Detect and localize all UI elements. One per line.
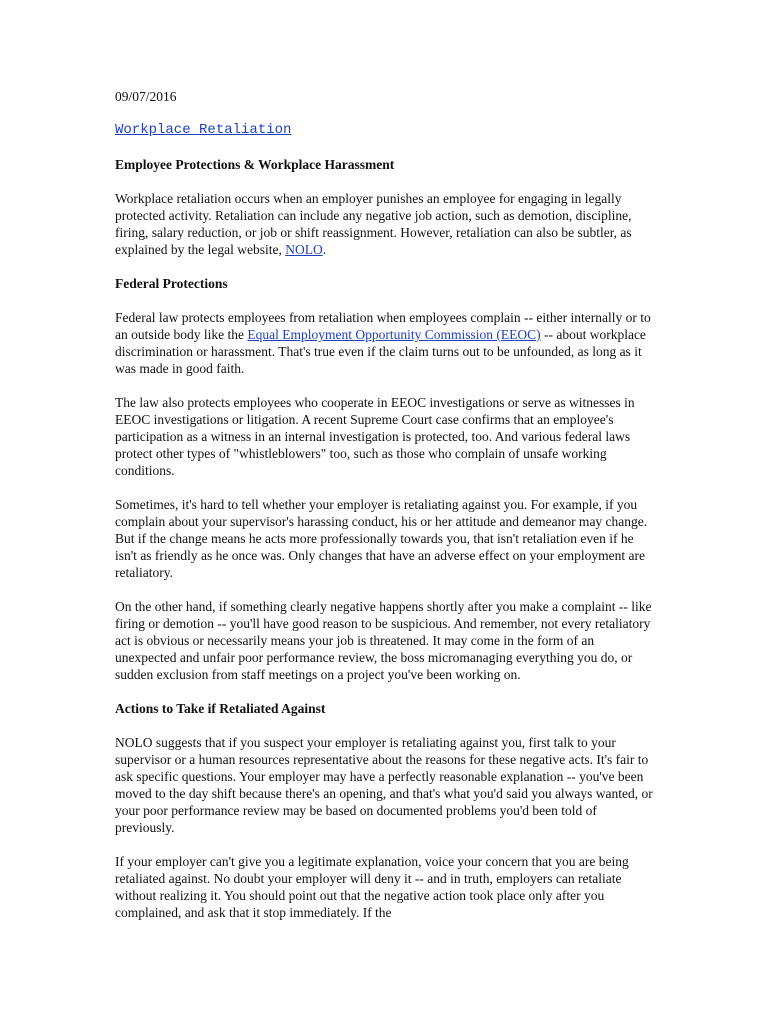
federal-p1-text: Federal law protects employees from retaliation when employees complain -- either internally or to an outside body like the <box>115 310 651 342</box>
intro-text: Workplace retaliation occurs when an employer punishes an employee for engaging in legally protected activity. Retaliation can include any negative job action, such as demotion, discipline, firing, salary reduction, or job or shift reassignment. However, retaliation can also be subtler, as explained by the legal website, <box>115 191 632 257</box>
federal-paragraph-2: The law also protects employees who cooperate in EEOC investigations or serve as witnesses in EEOC investigations or litigation. A recent Supreme Court case confirms that an employee's participation as a witness in an internal investigation is protected, too. And various federal laws protect other types of "whistleblowers" too, such as those who complain of unsafe working conditions. <box>115 395 635 478</box>
eeoc-link[interactable]: Equal Employment Opportunity Commission (EEOC) <box>247 327 541 342</box>
section-heading-federal: Federal Protections <box>115 276 228 291</box>
federal-p1-text-end: -- about workplace discrimination or harassment. That's true even if the claim turns out to be unfounded, as long as it was made in good faith. <box>115 327 646 376</box>
nolo-link[interactable]: NOLO <box>285 242 323 257</box>
intro-paragraph <box>115 190 655 258</box>
article-subtitle: Employee Protections & Workplace Harassment <box>115 157 395 172</box>
article-title-link[interactable]: Workplace Retaliation <box>115 122 292 138</box>
document-date: 09/07/2016 <box>115 89 177 104</box>
actions-paragraph-2: If your employer can't give you a legitimate explanation, voice your concern that you are being retaliated against. No doubt your employer will deny it -- and in truth, employers can retaliate without realizing it. You should point out that the negative action took place only after you complained, and ask that it stop immediately. If the <box>115 854 629 920</box>
intro-text-end: . <box>322 242 327 257</box>
federal-paragraph-1 <box>115 309 655 377</box>
federal-paragraph-4: On the other hand, if something clearly negative happens shortly after you make a complaint -- like firing or demotion -- you'll have good reason to be suspicious. And remember, not every retaliatory act is obvious or necessarily means your job is threatened. It may come in the form of an unexpected and unfair poor performance review, the boss micromanaging everything you do, or sudden exclusion from staff meetings on a project you've been working on. <box>115 599 652 682</box>
section-heading-actions: Actions to Take if Retaliated Against <box>115 701 326 716</box>
document-page <box>115 88 655 921</box>
actions-paragraph-1: NOLO suggests that if you suspect your employer is retaliating against you, first talk to your supervisor or a human resources representative about the reasons for these negative acts. It's fair to ask specific questions. Your employer may have a perfectly reasonable explanation -- you've been moved to the day shift because there's an opening, and that's what you'd said you always wanted, or your poor performance review may be based on documented problems you'd been told of previously. <box>115 735 653 835</box>
federal-paragraph-3: Sometimes, it's hard to tell whether your employer is retaliating against you. For example, if you complain about your supervisor's harassing conduct, his or her attitude and demeanor may change. But if the change means he acts more professionally towards you, that isn't retaliation even if he isn't as friendly as he once was. Only changes that have an adverse effect on your employment are retaliatory. <box>115 497 648 580</box>
